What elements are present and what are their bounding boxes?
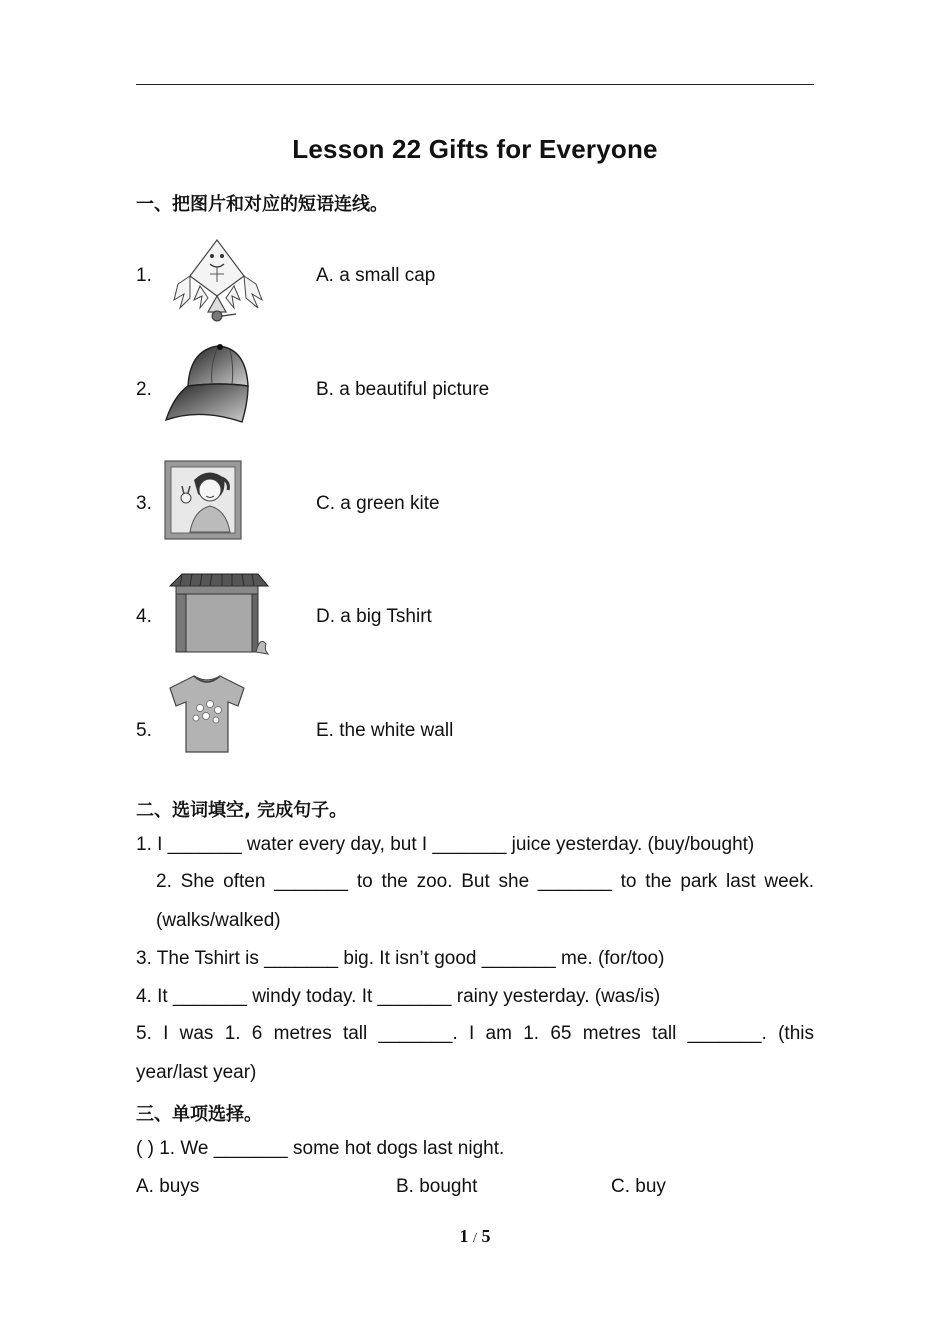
section2-heading: 二、选词填空, 完成句子。 — [136, 800, 348, 821]
item-number: 4. — [136, 606, 152, 627]
header-rule — [136, 84, 814, 85]
item-number: 5. — [136, 720, 152, 741]
total-pages: 5 — [481, 1226, 491, 1246]
choice-question-1: ( ) 1. We _______ some hot dogs last night. — [136, 1138, 505, 1159]
section1-heading: 一、把图片和对应的短语连线。 — [136, 194, 388, 215]
option-e: E. the white wall — [316, 720, 454, 741]
option-d: D. a big Tshirt — [316, 606, 432, 627]
page-separator: / — [473, 1231, 477, 1246]
page-title: Lesson 22 Gifts for Everyone — [292, 134, 658, 164]
item-number: 2. — [136, 379, 152, 400]
kite-icon — [170, 238, 265, 324]
fill-question-2: 2. She often _______ to the zoo. But she _______ to the park last week. — [156, 871, 814, 892]
fill-question-3: 3. The Tshirt is _______ big. It isn’t good _______ me. (for/too) — [136, 948, 665, 969]
option-c: C. a green kite — [316, 493, 440, 514]
tshirt-icon — [166, 672, 248, 756]
wall-icon — [168, 570, 270, 658]
current-page: 1 — [459, 1226, 469, 1246]
fill-question-5: 5. I was 1. 6 metres tall _______. I am 1. 65 metres tall _______. (this — [136, 1023, 814, 1044]
page-number — [0, 1226, 950, 1247]
choice-option-b: B. bought — [396, 1176, 478, 1197]
section3-heading: 三、单项选择。 — [136, 1104, 262, 1125]
option-a: A. a small cap — [316, 265, 436, 286]
option-b: B. a beautiful picture — [316, 379, 490, 400]
choice-option-c: C. buy — [611, 1176, 666, 1197]
choice-option-a: A. buys — [136, 1176, 200, 1197]
picture-icon — [164, 460, 242, 540]
item-number: 3. — [136, 493, 152, 514]
fill-question-4: 4. It _______ windy today. It _______ rainy yesterday. (was/is) — [136, 986, 661, 1007]
fill-question-5-cont: year/last year) — [136, 1062, 257, 1083]
cap-icon — [160, 342, 250, 428]
fill-question-2-cont: (walks/walked) — [156, 910, 281, 931]
fill-question-1: 1. I _______ water every day, but I _______ juice yesterday. (buy/bought) — [136, 834, 755, 855]
item-number: 1. — [136, 265, 152, 286]
